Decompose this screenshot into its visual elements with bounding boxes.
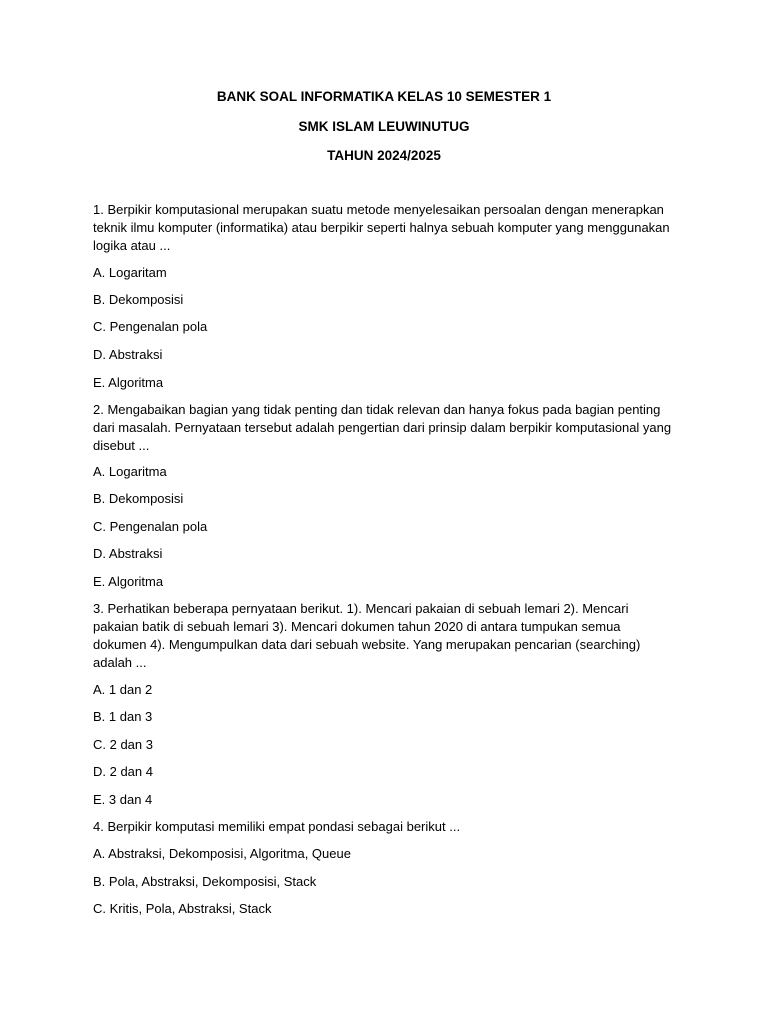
- academic-year: TAHUN 2024/2025: [327, 148, 441, 163]
- option-c: C. Pengenalan pola: [93, 319, 208, 334]
- option-c: C. Kritis, Pola, Abstraksi, Stack: [93, 901, 272, 916]
- option-a: A. Logaritam: [93, 265, 167, 280]
- question-4: [93, 818, 683, 836]
- question-text: 3. Perhatikan beberapa pernyataan berikut. 1). Mencari pakaian di sebuah lemari 2). Mencari pakaian batik di sebuah lemari 3). Mencari dokumen tahun 2020 di antara tumpukan semua dokumen 4). Mengumpulkan data dari sebuah website. Yang merupakan pencarian (searching) adalah ...: [93, 601, 641, 670]
- option-b: B. Dekomposisi: [93, 491, 184, 506]
- option-d: D. Abstraksi: [93, 546, 163, 561]
- option-e: E. 3 dan 4: [93, 792, 153, 807]
- document-title: BANK SOAL INFORMATIKA KELAS 10 SEMESTER 1: [216, 89, 552, 104]
- option-d: D. Abstraksi: [93, 347, 163, 362]
- option-b: B. Dekomposisi: [93, 292, 184, 307]
- option-e: E. Algoritma: [93, 375, 164, 390]
- option-c: C. Pengenalan pola: [93, 519, 208, 534]
- question-text: 2. Mengabaikan bagian yang tidak penting dan tidak relevan dan hanya fokus pada bagian penting dari masalah. Pernyataan tersebut adalah pengertian dari prinsip dalam berpikir komputasional yang disebut ...: [93, 402, 672, 453]
- option-a: A. 1 dan 2: [93, 682, 153, 697]
- option-c: C. 2 dan 3: [93, 737, 153, 752]
- question-text: 1. Berpikir komputasional merupakan suatu metode menyelesaikan persoalan dengan menerapkan teknik ilmu komputer (informatika) atau berpikir seperti halnya sebuah komputer yang menggunakan logika atau ...: [93, 202, 670, 253]
- question-1: [93, 201, 683, 255]
- option-a: A. Logaritma: [93, 464, 167, 479]
- option-e: E. Algoritma: [93, 574, 164, 589]
- question-2: [93, 401, 683, 455]
- option-b: B. Pola, Abstraksi, Dekomposisi, Stack: [93, 874, 317, 889]
- option-b: B. 1 dan 3: [93, 709, 153, 724]
- option-a: A. Abstraksi, Dekomposisi, Algoritma, Queue: [93, 846, 351, 861]
- school-name: SMK ISLAM LEUWINUTUG: [298, 119, 470, 134]
- question-3: [93, 600, 663, 672]
- option-d: D. 2 dan 4: [93, 764, 153, 779]
- question-text: 4. Berpikir komputasi memiliki empat pondasi sebagai berikut ...: [93, 819, 461, 834]
